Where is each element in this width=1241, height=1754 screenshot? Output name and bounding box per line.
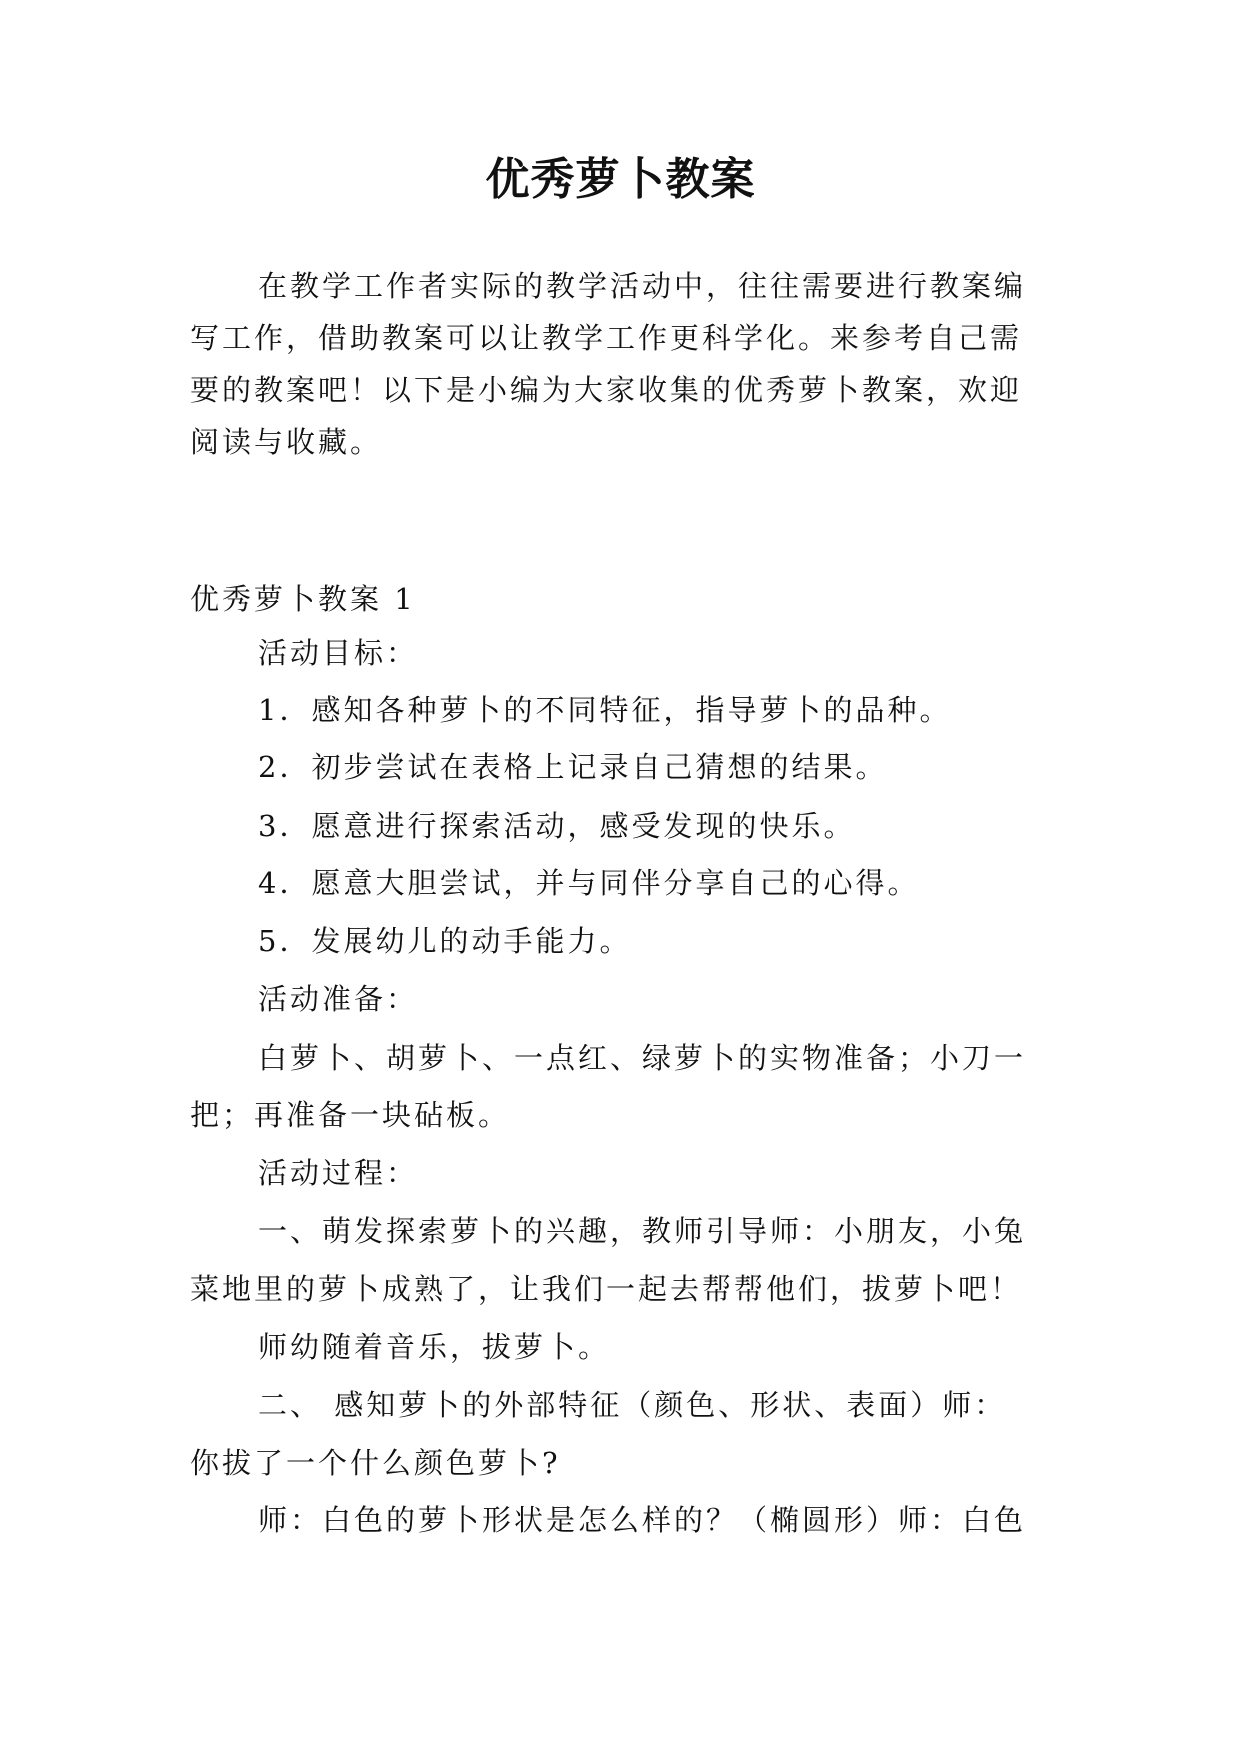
body-line-15: 你拔了一个什么颜色萝卜? <box>190 1446 561 1480</box>
body-line-6: 5．发展幼儿的动手能力。 <box>258 924 632 958</box>
body-line-10: 活动过程： <box>258 1156 419 1190</box>
body-line-16: 师：白色的萝卜形状是怎么样的？（椭圆形）师：白色 <box>258 1503 1027 1537</box>
intro-line-2: 写工作，借助教案可以让教学工作更科学化。来参考自己需 <box>190 321 1023 355</box>
body-line-8: 白萝卜、胡萝卜、一点红、绿萝卜的实物准备；小刀一 <box>258 1041 1027 1075</box>
intro-line-4: 阅读与收藏。 <box>190 425 383 459</box>
section-heading: 优秀萝卜教案 1 <box>190 582 416 616</box>
body-line-9: 把；再准备一块砧板。 <box>190 1098 511 1132</box>
body-line-2: 1．感知各种萝卜的不同特征，指导萝卜的品种。 <box>258 693 952 727</box>
body-line-13: 师幼随着音乐，拔萝卜。 <box>258 1330 611 1364</box>
body-line-12: 菜地里的萝卜成熟了，让我们一起去帮帮他们，拔萝卜吧！ <box>190 1272 1023 1306</box>
intro-line-1: 在教学工作者实际的教学活动中，往往需要进行教案编 <box>258 269 1027 303</box>
body-line-11: 一、萌发探索萝卜的兴趣，教师引导师：小朋友，小兔 <box>258 1214 1027 1248</box>
document-title: 优秀萝卜教案 <box>485 154 756 205</box>
body-line-4: 3．愿意进行探索活动，感受发现的快乐。 <box>258 809 856 843</box>
intro-line-3: 要的教案吧！以下是小编为大家收集的优秀萝卜教案，欢迎 <box>190 373 1023 407</box>
body-line-7: 活动准备： <box>258 982 419 1016</box>
body-line-3: 2．初步尝试在表格上记录自己猜想的结果。 <box>258 750 888 784</box>
body-line-14: 二、 感知萝卜的外部特征（颜色、形状、表面）师： <box>258 1388 1007 1422</box>
body-line-1: 活动目标： <box>258 636 419 670</box>
body-line-5: 4．愿意大胆尝试，并与同伴分享自己的心得。 <box>258 866 920 900</box>
